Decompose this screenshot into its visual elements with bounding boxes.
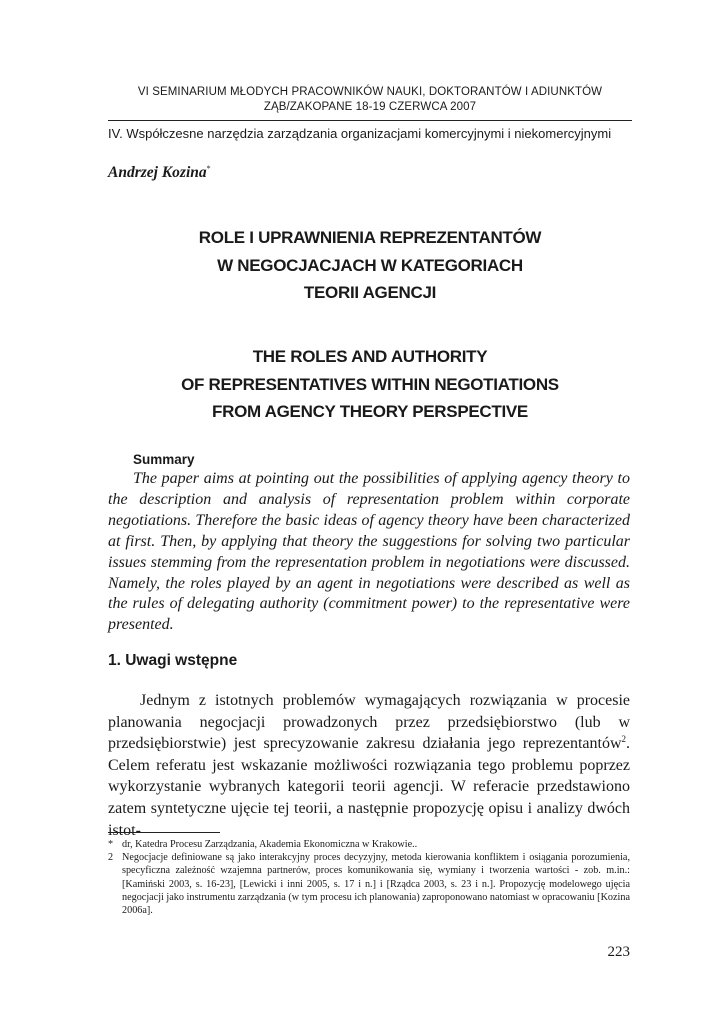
page-number: 223 (607, 944, 630, 960)
running-header-line1: VI SEMINARIUM MŁODYCH PRACOWNIKÓW NAUKI, DOKTORANTÓW I ADIUNKTÓW (137, 86, 603, 98)
footnote (108, 838, 630, 851)
title-polish-line1: ROLE I UPRAWNIENIA REPREZENTANTÓW (198, 228, 542, 247)
footnote-marker: * (108, 839, 114, 850)
running-header-line2: ZĄB/ZAKOPANE 18-19 CZERWCA 2007 (263, 101, 477, 113)
summary-heading: Summary (133, 452, 195, 467)
footnote-reference: 2 (621, 734, 626, 745)
title-polish (100, 224, 640, 307)
summary-text: The paper aims at pointing out the possibilities of applying agency theory to the description and analysis of representation problem within corporate negotiations. Therefore the basic ideas of agency theory have been characterized at first. Then, by applying that theory the suggestions for solving two particular issues stemming from the representation problem in negotiations were discussed. Namely, the roles played by an agent in negotiations were described as well as the rules of delegating authority (commitment power) to the representative were presented. (108, 470, 630, 634)
footnote (108, 851, 630, 917)
author-name (108, 164, 211, 182)
section-heading: 1. Uwagi wstępne (108, 652, 238, 669)
body-paragraph-part2: . Celem referatu jest wskazanie możliwości rozwiązania tego problemu poprzez wykorzystanie wybranych kategorii teorii agencji. W referacie przedstawiono zatem syntetyczne ujęcie tej teorii, a następnie propozycję opisu i analizy dwóch istot- (108, 735, 630, 839)
header-divider (108, 120, 632, 121)
title-polish-line2: W NEGOCJACJACH W KATEGORIACH (217, 255, 523, 275)
footnote-text: dr, Katedra Procesu Zarządzania, Akademia Ekonomiczna w Krakowie.. (122, 839, 418, 850)
author-name-text: Andrzej Kozina (108, 164, 207, 181)
footnote-marker: 2 (108, 852, 114, 863)
title-english-line2: OF REPRESENTATIVES WITHIN NEGOTIATIONS (181, 374, 559, 394)
body-paragraph-part1: Jednym z istotnych problemów wymagających rozwiązania w procesie planowania negocjacji prowadzonych przez przedsiębiorstwo (lub w przedsiębiorstwie) jest sprecyzowanie zakresu działania jego reprezentantów (108, 692, 630, 753)
title-english-line3: FROM AGENCY THEORY PERSPECTIVE (212, 402, 528, 421)
footnote-text: Negocjacje definiowane są jako interakcyjny proces decyzyjny, metoda kierowania konfliktem i osiągania porozumienia, specyficzna zależność wzajemna partnerów, proces komunikowania się, wymiany i tworzenia wartości - zob. m.in.: [Kamiński 2003, s. 16-23], [Lewicki i inni 2005, s. 17 i n.] i [Rządca 2003, s. 23 i n.]. Propozycję modelowego ujęcia negocjacji jako instrumentu zarządzania (w tym procesu ich planowania) zaproponowano natomiast w opracowaniu [Kozina 2006a]. (122, 852, 630, 917)
body-paragraph (108, 690, 630, 841)
title-polish-line3: TEORII AGENCJI (303, 283, 437, 302)
title-english (100, 343, 640, 426)
section-header: IV. Współczesne narzędzia zarządzania organizacjami komercyjnymi i niekomercyjnymi (108, 126, 612, 141)
footnote-divider (108, 832, 220, 833)
title-english-line1: THE ROLES AND AUTHORITY (252, 347, 488, 366)
author-footnote-marker: * (206, 164, 211, 173)
